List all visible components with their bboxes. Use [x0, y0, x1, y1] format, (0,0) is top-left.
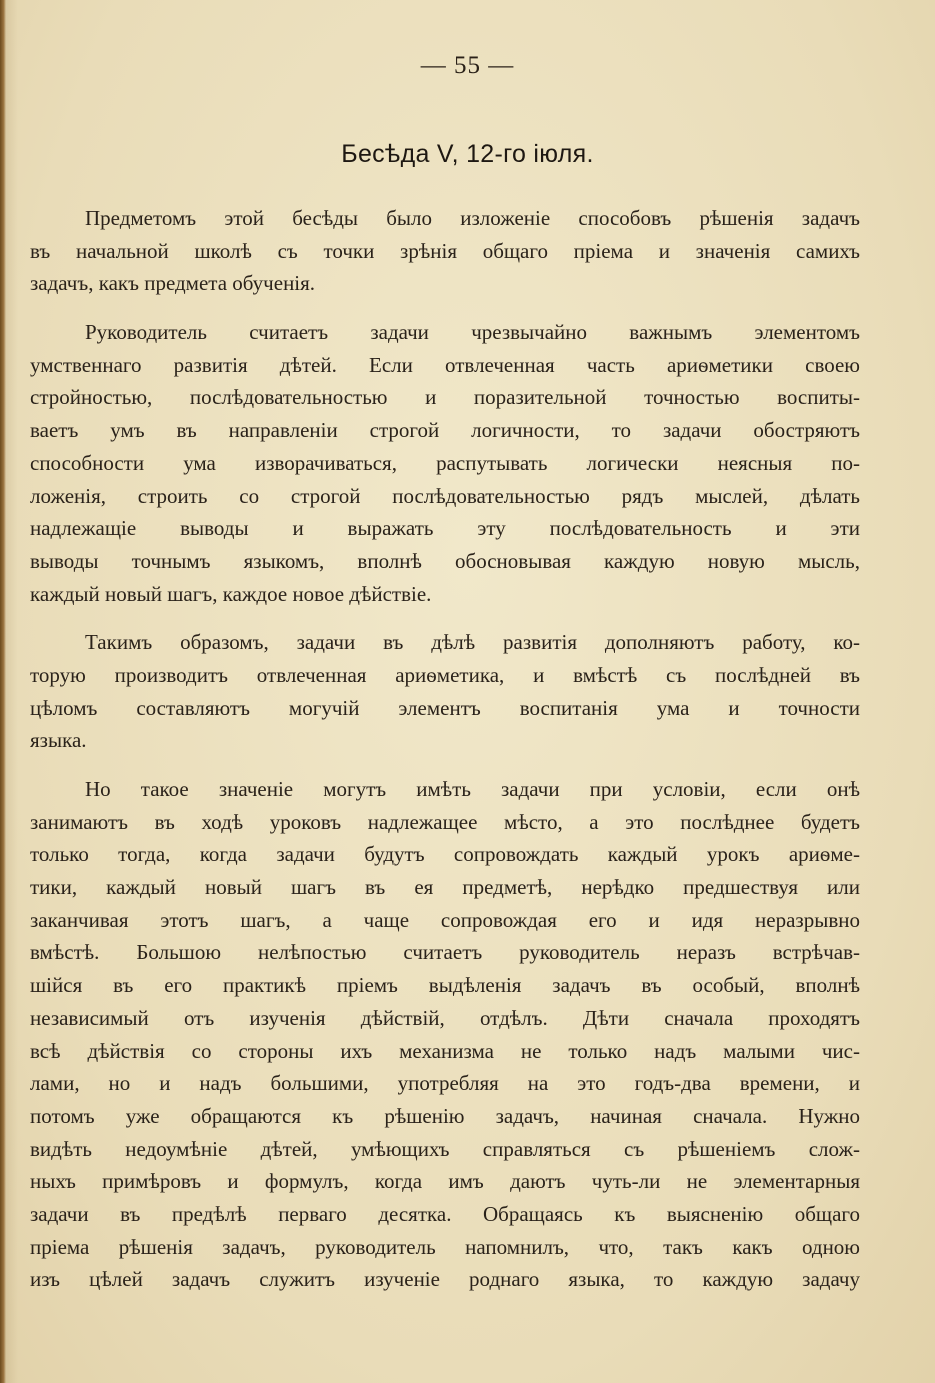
body-text	[30, 202, 860, 1312]
text-line: ваетъ умъ въ направленіи строгой логичности, то задачи обостряютъ	[30, 418, 860, 443]
text-line: умственнаго развитія дѣтей. Если отвлеченная часть ариѳметики своею	[30, 352, 860, 377]
text-line: вмѣстѣ. Большою нелѣпостью считаетъ руководитель неразъ встрѣчав-	[30, 940, 860, 965]
text-line: Но такое значеніе могутъ имѣть задачи при условіи, если онѣ	[85, 777, 860, 801]
text-line: задачъ, какъ предмета обученія.	[30, 271, 316, 296]
text-line: способности ума изворачиваться, распутывать логически неясныя по-	[30, 450, 860, 475]
text-line: Такимъ образомъ, задачи въ дѣлѣ развитія дополняютъ работу, ко-	[85, 630, 860, 655]
text-line: выводы точнымъ языкомъ, вполнѣ обосновывая каждую новую мысль,	[30, 548, 860, 573]
text-line: пріема рѣшенія задачъ, руководитель напомнилъ, что, такъ какъ одною	[30, 1234, 860, 1259]
text-line: независимый отъ изученія дѣйствій, отдѣлъ. Дѣти сначала проходятъ	[30, 1005, 860, 1030]
text-line: видѣть недоумѣніе дѣтей, умѣющихъ справляться съ рѣшеніемъ слож-	[30, 1136, 860, 1161]
paragraph-2	[30, 316, 860, 610]
text-line: стройностью, послѣдовательностью и поразительной точностью воспиты-	[30, 385, 860, 410]
text-line: шійся въ его практикѣ пріемъ выдѣленія задачъ въ особый, вполнѣ	[30, 973, 860, 998]
text-line: языка.	[30, 728, 87, 753]
section-heading: Бесѣда V, 12-го іюля.	[341, 140, 594, 168]
text-line: изъ цѣлей задачъ служитъ изученіе роднаго языка, то каждую задачу	[30, 1267, 860, 1292]
text-line: потомъ уже обращаются къ рѣшенію задачъ, начиная сначала. Нужно	[30, 1103, 860, 1128]
page-number: — 55 —	[420, 52, 515, 79]
text-line: торую производитъ отвлеченная ариѳметика, и вмѣстѣ съ послѣдней въ	[30, 662, 860, 687]
text-line: задачи въ предѣлѣ перваго десятка. Обращаясь къ выясненію общаго	[30, 1201, 860, 1226]
text-line: Руководитель считаетъ задачи чрезвычайно важнымъ элементомъ	[85, 320, 860, 345]
text-line: цѣломъ составляютъ могучій элементъ воспитанія ума и точности	[30, 695, 860, 720]
text-line: Предметомъ этой бесѣды было изложеніе способовъ рѣшенія задачъ	[85, 206, 860, 230]
paragraph-4	[30, 773, 860, 1296]
paragraph-3	[30, 626, 860, 757]
text-line: лами, но и надъ большими, употребляя на это годъ-два времени, и	[30, 1071, 860, 1096]
text-line: ложенія, строить со строгой послѣдовательностью рядъ мыслей, дѣлать	[30, 483, 860, 508]
text-line: занимаютъ въ ходѣ уроковъ надлежащее мѣсто, а это послѣднее будетъ	[30, 809, 860, 834]
text-line: только тогда, когда задачи будутъ сопровождать каждый урокъ ариѳме-	[30, 842, 860, 867]
text-line: ныхъ примѣровъ и формулъ, когда имъ даютъ чуть-ли не элементарныя	[30, 1169, 860, 1194]
text-line: каждый новый шагъ, каждое новое дѣйствіе.	[30, 581, 432, 606]
text-line: въ начальной школѣ съ точки зрѣнія общаго пріема и значенія самихъ	[30, 238, 860, 263]
text-line: всѣ дѣйствія со стороны ихъ механизма не только надъ малыми чис-	[30, 1038, 860, 1063]
text-line: заканчивая этотъ шагъ, а чаще сопровождая его и идя неразрывно	[30, 907, 860, 932]
text-line: надлежащіе выводы и выражать эту послѣдовательность и эти	[30, 516, 860, 541]
paragraph-1	[30, 202, 860, 300]
page-binding-edge	[0, 0, 6, 1383]
text-line: тики, каждый новый шагъ въ ея предметѣ, нерѣдко предшествуя или	[30, 875, 860, 900]
